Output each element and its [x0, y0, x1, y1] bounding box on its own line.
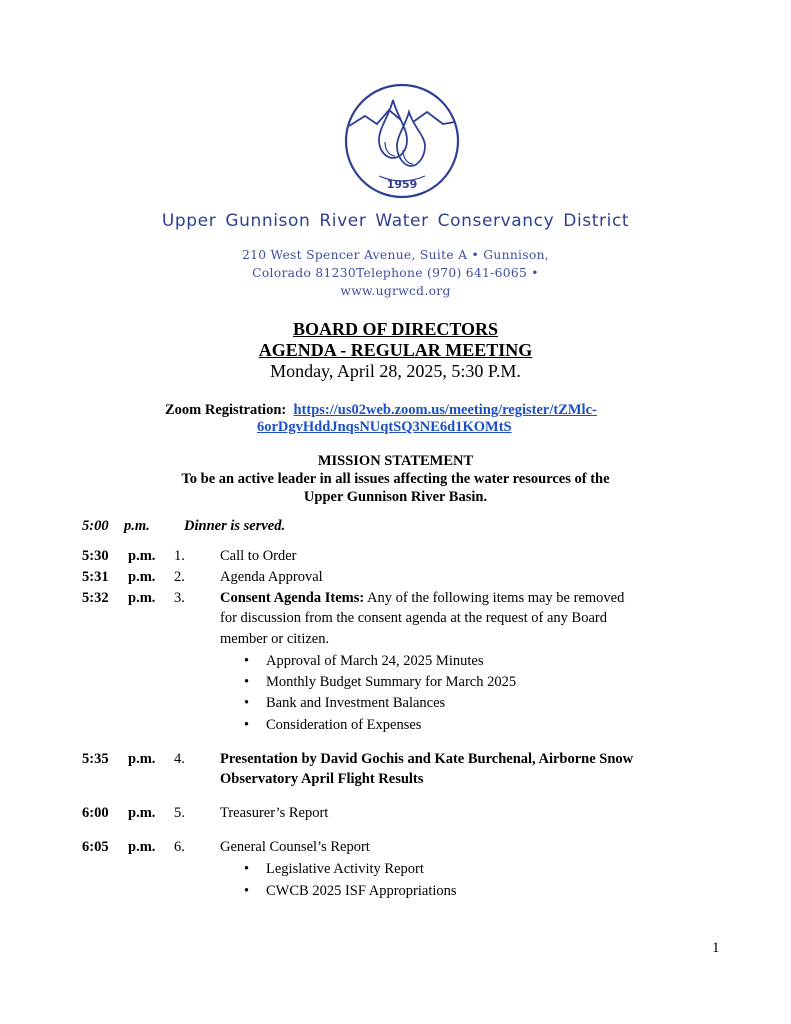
item-3-line-1: [220, 590, 624, 607]
list-item: • Legislative Activity Report: [244, 861, 424, 877]
list-item: • Approval of March 24, 2025 Minutes: [244, 653, 484, 669]
item-3-line-2: for discussion from the consent agenda at the request of any Board: [220, 610, 607, 626]
item-3-time: 5:32: [82, 590, 109, 606]
item-2-text: Agenda Approval: [220, 569, 323, 585]
list-item: • Monthly Budget Summary for March 2025: [244, 674, 517, 690]
item-2-time: 5:31: [82, 569, 109, 585]
zoom-label: Zoom Registration:: [165, 402, 287, 418]
item-6-ampm: p.m.: [128, 839, 156, 855]
item-4-ampm: p.m.: [128, 751, 156, 767]
list-item: • CWCB 2025 ISF Appropriations: [244, 883, 457, 899]
bullet-icon: •: [244, 883, 250, 899]
board-title: BOARD OF DIRECTORS: [292, 319, 499, 339]
org-name: Upper Gunnison River Water Conservancy District: [161, 211, 630, 231]
bullet-icon: •: [244, 861, 250, 877]
item-6-text: General Counsel’s Report: [220, 839, 370, 855]
item-2-ampm: p.m.: [128, 569, 156, 585]
list-item: • Bank and Investment Balances: [244, 695, 446, 711]
item-3-number: 3.: [174, 590, 185, 606]
zoom-registration: [165, 402, 597, 419]
address-line-2: Colorado 81230Telephone (970) 641-6065 •: [252, 266, 539, 280]
logo-year: 1959: [386, 178, 418, 191]
dinner-ampm: p.m.: [124, 518, 150, 534]
item-5-time: 6:00: [82, 805, 109, 821]
item-1-ampm: p.m.: [128, 548, 156, 564]
address-line-1: 210 West Spencer Avenue, Suite A • Gunnison,: [241, 248, 550, 262]
item-4-time: 5:35: [82, 751, 109, 767]
bullet-icon: •: [244, 717, 250, 733]
meeting-date: Monday, April 28, 2025, 5:30 P.M.: [270, 361, 521, 381]
bullet-icon: •: [244, 695, 250, 711]
bullet-icon: •: [244, 653, 250, 669]
dinner-time: 5:00: [82, 518, 109, 534]
item-4-number: 4.: [174, 751, 185, 767]
item-5-ampm: p.m.: [128, 805, 156, 821]
item-1-time: 5:30: [82, 548, 109, 564]
mission-line-2: Upper Gunnison River Basin.: [303, 489, 488, 505]
list-item: • Consideration of Expenses: [244, 717, 422, 733]
bullet-icon: •: [244, 674, 250, 690]
zoom-link-continued[interactable]: 6orDgvHddJnqsNUqtSQ3NE6d1KOMtS: [257, 419, 512, 435]
item-6-time: 6:05: [82, 839, 109, 855]
dinner-text: Dinner is served.: [184, 518, 286, 534]
item-4-line-2: Observatory April Flight Results: [220, 771, 424, 787]
item-3-line-3: member or citizen.: [220, 631, 330, 647]
item-6-number: 6.: [174, 839, 185, 855]
item-3-ampm: p.m.: [128, 590, 156, 606]
item-3-text-1: Any of the following items may be removed: [364, 590, 625, 606]
page-number: 1: [712, 940, 720, 956]
item-4-line-1: Presentation by David Gochis and Kate Burchenal, Airborne Snow: [220, 751, 634, 767]
zoom-link[interactable]: https://us02web.zoom.us/meeting/register/tZMlc-: [293, 402, 597, 418]
item-1-text: Call to Order: [220, 548, 297, 564]
item-2-number: 2.: [174, 569, 185, 585]
mission-line-1: To be an active leader in all issues affecting the water resources of the: [181, 471, 610, 487]
item-1-number: 1.: [174, 548, 185, 564]
district-logo: [343, 82, 461, 200]
item-5-number: 5.: [174, 805, 185, 821]
mission-heading: MISSION STATEMENT: [317, 453, 474, 469]
website: www.ugrwcd.org: [340, 284, 451, 298]
item-5-text: Treasurer’s Report: [220, 805, 329, 821]
item-3-bold-lead: Consent Agenda Items:: [220, 590, 365, 606]
agenda-title: AGENDA - REGULAR MEETING: [258, 340, 533, 360]
